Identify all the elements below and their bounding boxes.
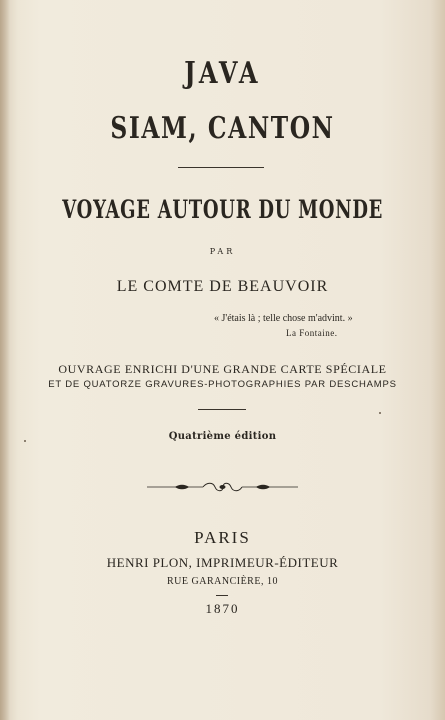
epigraph <box>214 312 374 340</box>
paper-speck <box>24 440 26 442</box>
imprint-publisher: HENRI PLON, IMPRIMEUR-ÉDITEUR <box>106 555 339 570</box>
edition-divider <box>198 409 246 410</box>
epigraph-source: La Fontaine. <box>286 328 338 338</box>
title-line-1: JAVA <box>184 56 261 91</box>
author-name: LE COMTE DE BEAUVOIR <box>116 278 329 295</box>
subtitle: VOYAGE AUTOUR DU MONDE <box>62 195 384 224</box>
imprint-address: RUE GARANCIÈRE, 10 <box>167 576 278 587</box>
description-line-2: ET DE QUATORZE GRAVURES-PHOTOGRAPHIES PAR DESCHAMPS <box>48 379 397 390</box>
paper-speck <box>379 412 381 414</box>
decorative-scroll-rule-icon <box>145 481 300 493</box>
title-divider <box>178 167 264 168</box>
title-line-2: SIAM, CANTON <box>110 111 335 146</box>
imprint-year: 1870 <box>205 601 240 616</box>
edition-label: Quatrième édition <box>168 431 277 442</box>
year-divider <box>216 595 228 596</box>
imprint-city: PARIS <box>194 528 251 547</box>
epigraph-quote: « J'étais là ; telle chose m'advint. » <box>214 313 353 324</box>
description-line-1: OUVRAGE ENRICHI D'UNE GRANDE CARTE SPÉCIALE <box>58 362 387 376</box>
by-label: PAR <box>209 247 236 256</box>
